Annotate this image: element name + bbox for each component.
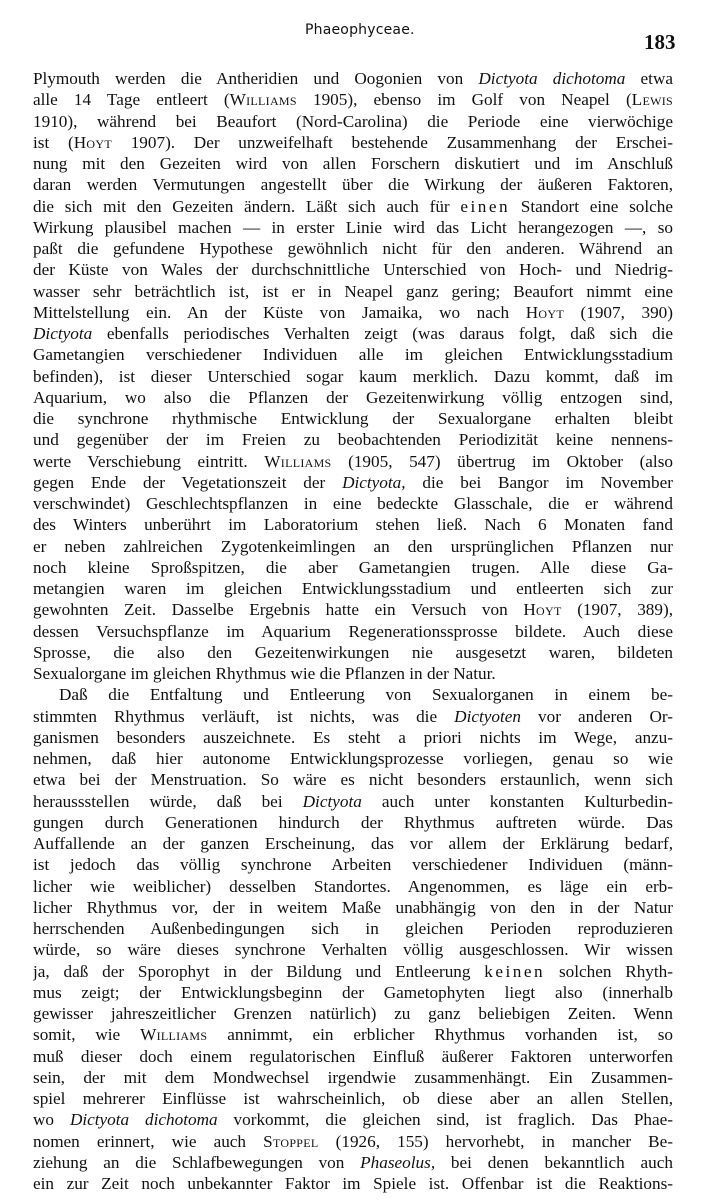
text-run: gungen durch Generationen hindurch der Rhythmus auftreten würde. Das bbox=[33, 812, 673, 832]
text-run: und gegenüber der im Freien zu beobachtenden Periodizität keine nennens- bbox=[33, 430, 673, 450]
text-line bbox=[33, 323, 673, 344]
text-run: die sich mit den Gezeiten ändern. Läßt sich auch für bbox=[33, 196, 461, 216]
text-run: der Küste von Wales der durchschnittliche Unterschied von Hoch- und Niedrig- bbox=[33, 260, 673, 280]
text-run: auch unter konstanten Kulturbedin- bbox=[361, 791, 673, 811]
text-run: stimmten Rhythmus verläuft, ist nichts, was die bbox=[33, 706, 455, 726]
text-line bbox=[33, 1173, 673, 1194]
emphasis-spaced: keinen bbox=[484, 961, 546, 981]
text-run: befinden), ist dieser Unterschied sogar kaum merklich. Dazu kommt, daß im bbox=[33, 366, 673, 386]
text-line bbox=[33, 833, 673, 854]
text-line bbox=[33, 68, 673, 89]
text-run: ist jedoch das völlig synchrone Arbeiten verschiedener Individuen (männ- bbox=[33, 855, 673, 875]
text-run: Sexualorgane im gleichen Rhythmus wie die Pflanzen in der Natur. bbox=[33, 664, 496, 683]
text-run: gewisser jahreszeitlicher Grenzen natürlich) zu ganz beliebigen Zeiten. Wenn bbox=[33, 1004, 673, 1023]
text-run: vor anderen Or- bbox=[520, 706, 673, 726]
text-run: Daß die Entfaltung und Entleerung von Sexualorganen in einem be- bbox=[59, 685, 673, 705]
text-line bbox=[33, 684, 673, 705]
text-line bbox=[33, 387, 673, 408]
text-run: Wirkung plausibel machen — in erster Linie wird das Licht herangezogen —, so bbox=[33, 217, 673, 237]
text-run: die bei Bangor im November bbox=[405, 472, 673, 492]
text-run: ebenfalls periodisches Verhalten zeigt (was daraus folgt, daß sich die bbox=[92, 324, 673, 343]
text-run: (1907, 389), bbox=[561, 600, 673, 620]
author-name: Williams bbox=[264, 451, 332, 471]
text-line bbox=[33, 578, 673, 599]
text-line bbox=[33, 493, 673, 514]
text-run: ganismen besonders auszeichnete. Es steht a priori nichts im Wege, anzu- bbox=[33, 727, 673, 747]
author-name: Hoyt bbox=[73, 132, 112, 152]
text-run: 1905), ebenso im Golf von Neapel ( bbox=[296, 90, 632, 110]
italic-term: Dictyota dichotoma bbox=[478, 69, 626, 88]
text-line bbox=[33, 259, 673, 280]
page-number: 183 bbox=[644, 30, 676, 54]
body-text bbox=[33, 68, 673, 1194]
text-run: somit, wie bbox=[33, 1025, 141, 1045]
text-line bbox=[33, 153, 673, 174]
text-line bbox=[33, 217, 673, 238]
emphasis-spaced: einen bbox=[460, 196, 511, 216]
italic-term: Dictyota, bbox=[342, 472, 406, 492]
text-run: Plymouth werden die Antheridien und Oogonien von bbox=[33, 69, 479, 88]
text-run: Aquarium, wo also die Pflanzen der Gezeitenwirkung völlig entzogen sind, bbox=[33, 387, 673, 407]
text-run: dessen Versuchspflanze im Aquarium Regenerationssprosse bildete. Auch diese bbox=[33, 621, 673, 641]
text-run: herrschenden Außenbedingungen sich in gleichen Perioden reproduzieren bbox=[33, 919, 673, 938]
text-line bbox=[33, 132, 673, 153]
text-run: wo bbox=[33, 1110, 70, 1130]
text-run: spiel mehrerer Einflüsse ist wahrscheinlich, ob diese aber an allen Stellen, bbox=[33, 1089, 673, 1108]
text-run: solchen Rhyth- bbox=[545, 961, 673, 981]
italic-term: Phaseolus, bbox=[360, 1152, 436, 1172]
running-head: Phaeophyceae. bbox=[305, 22, 415, 38]
text-run: Sprosse, die also den Gezeitenwirkungen nie ausgesetzt waren, bildeten bbox=[33, 642, 673, 662]
text-run: er neben zahlreichen Zygotenkeimlingen an den ursprünglichen Pflanzen nur bbox=[33, 536, 673, 556]
text-run: alle 14 Tage entleert ( bbox=[33, 90, 230, 110]
text-line bbox=[33, 876, 673, 897]
author-name: Hoyt bbox=[523, 600, 562, 620]
text-run: 1907). Der unzweifelhaft bestehende Zusammenhang der Erschei- bbox=[111, 132, 673, 152]
text-run: etwa bei der Menstruation. So wäre es nicht besonders erstaunlich, wenn sich bbox=[33, 770, 673, 790]
text-line bbox=[33, 281, 673, 302]
text-line bbox=[33, 514, 673, 535]
text-run: wasser sehr beträchtlich ist, ist er in Neapel ganz gering; Beaufort nimmt eine bbox=[33, 281, 673, 301]
text-run: würde, so wäre dieses synchrone Verhalten völlig ausgeschlossen. Wir wissen bbox=[33, 940, 673, 960]
text-line bbox=[33, 812, 673, 833]
text-run: gewohnten Zeit. Dasselbe Ergebnis hatte ein Versuch von bbox=[33, 600, 524, 620]
text-line bbox=[33, 939, 673, 960]
text-line bbox=[33, 1024, 673, 1045]
text-line bbox=[33, 1003, 673, 1024]
text-line bbox=[33, 557, 673, 578]
text-run: ziehung an die Schlafbewegungen von bbox=[33, 1152, 361, 1172]
italic-term: Dictyota dichotoma bbox=[69, 1110, 218, 1130]
text-line bbox=[33, 897, 673, 918]
text-line bbox=[33, 408, 673, 429]
author-name: Stoppel bbox=[263, 1131, 319, 1151]
text-line bbox=[33, 791, 673, 812]
text-line bbox=[33, 111, 673, 132]
text-line bbox=[33, 472, 673, 493]
text-run: (1926, 155) hervorhebt, in mancher Be- bbox=[318, 1131, 673, 1151]
text-line bbox=[33, 536, 673, 557]
text-run: daran werden Vermutungen angestellt über die Wirkung der äußeren Faktoren, bbox=[33, 175, 673, 195]
text-run: werte Verschiebung eintritt. bbox=[33, 451, 265, 471]
text-run: vorkommt, die gleichen sind, ist fraglich. Das Phae- bbox=[217, 1110, 673, 1130]
text-line bbox=[33, 302, 673, 323]
text-line bbox=[33, 1067, 673, 1088]
text-run: nung mit den Gezeiten wird von allen Forschern diskutiert und im Anschluß bbox=[33, 154, 673, 173]
text-line bbox=[33, 429, 673, 450]
text-line bbox=[33, 1131, 673, 1152]
text-line bbox=[33, 642, 673, 663]
text-line bbox=[33, 599, 673, 620]
author-name: Lewis bbox=[631, 90, 673, 110]
text-line bbox=[33, 706, 673, 727]
text-line bbox=[33, 451, 673, 472]
text-line bbox=[33, 366, 673, 387]
text-run: 1910), während bei Beaufort (Nord-Carolina) die Periode eine vierwöchige bbox=[33, 111, 673, 131]
text-run: mus zeigt; der Entwicklungsbeginn der Gametophyten liegt also (innerhalb bbox=[33, 982, 673, 1002]
text-line bbox=[33, 918, 673, 939]
text-run: muß dieser doch einem regulatorischen Einfluß äußerer Faktoren unterworfen bbox=[33, 1046, 673, 1066]
text-run: noch kleine Sproßspitzen, die aber Gametangien trugen. Alle diese Ga- bbox=[33, 557, 673, 577]
text-line bbox=[33, 1152, 673, 1173]
text-run: Mittelstellung ein. An der Küste von Jamaika, wo nach bbox=[33, 302, 526, 322]
text-run: ist ( bbox=[33, 132, 74, 152]
text-line bbox=[33, 1109, 673, 1130]
text-run: etwa bbox=[625, 69, 673, 88]
text-line bbox=[33, 1088, 673, 1109]
text-line bbox=[33, 769, 673, 790]
text-run: nomen erinnert, wie auch bbox=[33, 1131, 264, 1151]
text-line bbox=[33, 174, 673, 195]
italic-term: Dictyoten bbox=[454, 706, 521, 726]
text-run: sein, der mit dem Mondwechsel irgendwie zusammenhängt. Ein Zusammen- bbox=[33, 1067, 673, 1087]
text-run: Standort eine solche bbox=[510, 196, 673, 216]
text-run: des Winters unberührt im Laboratorium stehen ließ. Nach 6 Monaten fand bbox=[33, 515, 673, 535]
text-line bbox=[33, 621, 673, 642]
author-name: Williams bbox=[229, 90, 297, 110]
text-run: (1907, 390) bbox=[563, 302, 673, 322]
text-line bbox=[33, 196, 673, 217]
text-line bbox=[33, 961, 673, 982]
text-line bbox=[33, 854, 673, 875]
text-run: licher wie weiblicher) desselben Standortes. Angenommen, es läge ein erb- bbox=[33, 876, 673, 896]
text-run: nehmen, daß hier autonome Entwicklungsprozesse vorliegen, genau so wie bbox=[33, 749, 673, 768]
text-line bbox=[33, 663, 673, 684]
text-line bbox=[33, 727, 673, 748]
text-line bbox=[33, 238, 673, 259]
text-run: die synchrone rhythmische Entwicklung der Sexualorgane erhalten bleibt bbox=[33, 409, 673, 428]
text-run: gegen Ende der Vegetationszeit der bbox=[33, 472, 343, 492]
text-run: annimmt, ein erblicher Rhythmus vorhanden ist, so bbox=[207, 1025, 673, 1045]
text-line bbox=[33, 748, 673, 769]
text-run: (1905, 547) übertrug im Oktober (also bbox=[331, 451, 673, 471]
text-line bbox=[33, 89, 673, 110]
text-line bbox=[33, 1046, 673, 1067]
text-run: licher Rhythmus vor, der in weitem Maße unabhängig von den in der Natur bbox=[33, 897, 673, 917]
text-run: Gametangien verschiedener Individuen alle im gleichen Entwicklungsstadium bbox=[33, 345, 673, 365]
text-run: paßt die gefundene Hypothese gewöhnlich nicht für den anderen. Während an bbox=[33, 239, 673, 258]
text-run: ja, daß der Sporophyt in der Bildung und Entleerung bbox=[33, 961, 485, 981]
italic-term: Dictyota bbox=[302, 791, 362, 811]
text-run: metangien waren im gleichen Entwicklungsstadium und entleerten sich zur bbox=[33, 579, 673, 598]
text-run: ein zur Zeit noch unbekannter Faktor im Spiele ist. Offenbar ist die Reaktions- bbox=[33, 1174, 673, 1193]
text-run: bei denen bekanntlich auch bbox=[435, 1152, 673, 1172]
text-run: verschwindet) Geschlechtspflanzen in eine bedeckte Glasschale, die er während bbox=[33, 494, 673, 513]
text-run: Auffallende an der ganzen Erscheinung, das vor allem der Erklärung bedarf, bbox=[33, 834, 673, 853]
author-name: Hoyt bbox=[525, 302, 564, 322]
text-line bbox=[33, 982, 673, 1003]
text-line bbox=[33, 344, 673, 365]
author-name: Williams bbox=[140, 1025, 208, 1045]
text-run: heraussstellen würde, daß bei bbox=[33, 791, 303, 811]
italic-term: Dictyota bbox=[33, 324, 93, 343]
